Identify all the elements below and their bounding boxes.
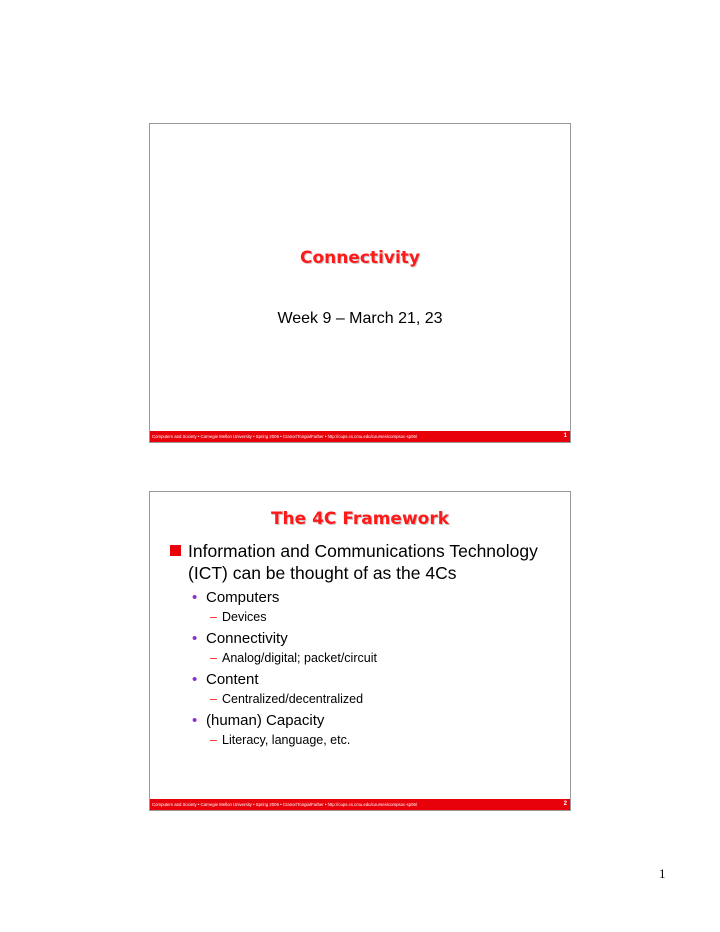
sub-sub-bullet-text: Analog/digital; packet/circuit [222, 651, 377, 665]
footer-text: Computers and Society • Carnegie Mellon University • Spring 2006 • Cranor/Tongia/Farber • http://cups.cs.cmu.edu/courses/compsoc-sp06/ [152, 802, 418, 807]
sub-bullet-item [150, 588, 570, 607]
sub-bullet-item [150, 670, 570, 689]
bullet-item [150, 540, 570, 584]
dash-bullet-icon: – [210, 651, 217, 665]
sub-sub-bullet-text: Centralized/decentralized [222, 692, 364, 706]
slide-title: Connectivity [299, 248, 421, 268]
dash-bullet-icon: – [210, 610, 217, 624]
slide-subtitle: Week 9 – March 21, 23 [277, 310, 443, 327]
slide-number: 2 [563, 801, 567, 807]
square-bullet-icon [170, 545, 181, 556]
sub-bullet-item [150, 711, 570, 730]
slide-footer [150, 431, 570, 442]
dot-bullet-icon: • [192, 712, 198, 729]
slide-2 [149, 491, 571, 811]
dot-bullet-icon: • [192, 589, 198, 606]
slide-1 [149, 123, 571, 443]
dot-bullet-icon: • [192, 630, 198, 647]
dash-bullet-icon: – [210, 692, 217, 706]
sub-sub-bullet-item [150, 691, 570, 707]
bullet-text: Information and Communications Technology (ICT) can be thought of as the 4Cs [188, 541, 538, 583]
slide-content [150, 540, 570, 748]
slide-title: The 4C Framework [270, 509, 450, 529]
sub-sub-bullet-text: Literacy, language, etc. [222, 733, 351, 747]
sub-bullet-text: Connectivity [206, 630, 288, 647]
page-number: 1 [659, 866, 666, 881]
dot-bullet-icon: • [192, 671, 198, 688]
footer-text: Computers and Society • Carnegie Mellon University • Spring 2006 • Cranor/Tongia/Farber • http://cups.cs.cmu.edu/courses/compsoc-sp06/ [152, 434, 418, 439]
sub-bullet-text: (human) Capacity [206, 712, 325, 729]
slide-number: 1 [563, 433, 567, 439]
sub-bullet-item [150, 629, 570, 648]
dash-bullet-icon: – [210, 733, 217, 747]
slide-footer [150, 799, 570, 810]
sub-sub-bullet-item [150, 609, 570, 625]
sub-bullet-text: Content [206, 671, 259, 688]
sub-bullet-text: Computers [206, 589, 280, 606]
sub-sub-bullet-text: Devices [222, 610, 267, 624]
sub-sub-bullet-item [150, 650, 570, 666]
sub-sub-bullet-item [150, 732, 570, 748]
